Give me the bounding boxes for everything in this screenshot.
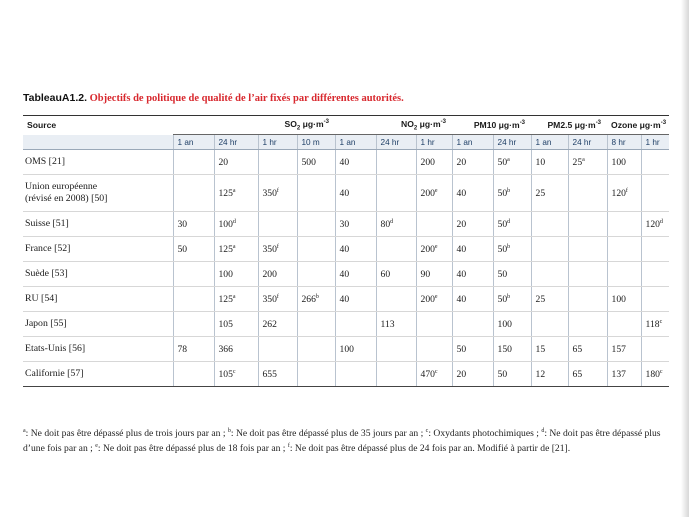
table-cell xyxy=(641,237,669,262)
table-cell xyxy=(214,312,258,337)
table-cell xyxy=(531,312,568,337)
cell-footnote-mark: c xyxy=(659,368,663,375)
table-cell xyxy=(335,312,376,337)
table-cell xyxy=(641,287,669,312)
footnote-mark: e xyxy=(95,442,98,449)
table-cell xyxy=(607,237,641,262)
cell-value: 30 xyxy=(339,218,350,230)
table-cell xyxy=(531,362,568,387)
cell-value: 50 xyxy=(177,243,188,255)
row-source-line: (révisé en 2008) [50] xyxy=(25,193,108,204)
table-cell xyxy=(297,237,335,262)
ozone-header: Ozone $\mu g\cdot m^{-3}$ xyxy=(607,116,669,135)
cell-value: 118 xyxy=(645,318,660,330)
table-cell xyxy=(376,362,416,387)
so2-header: $SO_2$ $\mu g\cdot m^{-3}$ xyxy=(173,116,335,135)
table-cell xyxy=(376,312,416,337)
table-cell xyxy=(493,212,531,237)
cell-value: 40 xyxy=(339,243,350,255)
pm10-24hr-header: 24 hr xyxy=(493,135,531,150)
table-cell xyxy=(568,150,607,175)
table-cell xyxy=(568,312,607,337)
cell-footnote-mark: f xyxy=(276,187,279,194)
cell-value: 655 xyxy=(262,368,277,380)
cell-value: 65 xyxy=(572,343,583,355)
table-cell xyxy=(173,287,214,312)
table-cell xyxy=(416,175,452,212)
table-cell xyxy=(641,212,669,237)
cell-value: 65 xyxy=(572,368,583,380)
table-cell xyxy=(416,150,452,175)
cell-value: 25 xyxy=(572,156,583,168)
table-cell xyxy=(493,150,531,175)
row-source xyxy=(23,237,173,262)
table-cell xyxy=(607,175,641,212)
table-cell xyxy=(641,175,669,212)
table-cell xyxy=(416,337,452,362)
cell-value: 40 xyxy=(339,156,350,168)
period-header-blank xyxy=(23,135,173,150)
table-row xyxy=(23,337,669,362)
table-cell xyxy=(493,337,531,362)
row-source-line: France [52] xyxy=(25,243,71,254)
cell-footnote-mark: e xyxy=(434,187,438,194)
so2-1hr-header: 1 hr xyxy=(258,135,297,150)
cell-value: 100 xyxy=(497,318,512,330)
table-cell xyxy=(452,262,493,287)
table-cell xyxy=(416,312,452,337)
cell-value: 200 xyxy=(420,293,435,305)
table-cell xyxy=(607,337,641,362)
table-cell xyxy=(452,312,493,337)
table-cell xyxy=(258,362,297,387)
cell-footnote-mark: a xyxy=(232,293,236,300)
cell-value: 500 xyxy=(301,156,316,168)
cell-value: 15 xyxy=(535,343,546,355)
table-cell xyxy=(641,262,669,287)
table-cell xyxy=(335,150,376,175)
caption-text: Objectifs de politique de qualité de l’air fixés par différentes autorités. xyxy=(89,93,404,104)
table-cell xyxy=(297,362,335,387)
cell-value: 200 xyxy=(420,156,435,168)
table-cell xyxy=(173,337,214,362)
cell-value: 200 xyxy=(420,187,435,199)
cell-value: 25 xyxy=(535,293,546,305)
cell-value: 20 xyxy=(218,156,229,168)
cell-value: 90 xyxy=(420,268,431,280)
table-cell xyxy=(297,312,335,337)
cell-value: 262 xyxy=(262,318,277,330)
table-cell xyxy=(416,262,452,287)
cell-value: 40 xyxy=(456,268,467,280)
cell-footnote-mark: d xyxy=(659,218,663,225)
cell-footnote-mark: a xyxy=(582,156,585,163)
cell-footnote-mark: b xyxy=(507,187,511,194)
cell-value: 266 xyxy=(301,293,316,305)
table-cell xyxy=(607,262,641,287)
cell-footnote-mark: b xyxy=(507,293,511,300)
table-cell xyxy=(607,212,641,237)
table-cell xyxy=(335,287,376,312)
cell-value: 60 xyxy=(380,268,391,280)
footnote-text: : Ne doit pas être dépassé plus de 18 fois par an ; xyxy=(97,443,288,454)
table-row xyxy=(23,175,669,212)
footnote-mark: d xyxy=(541,427,545,434)
table-cell xyxy=(493,175,531,212)
pm10-1an-header: 1 an xyxy=(452,135,493,150)
cell-value: 20 xyxy=(456,368,467,380)
table-row xyxy=(23,362,669,387)
cell-value: 40 xyxy=(456,187,467,199)
table-cell xyxy=(641,362,669,387)
cell-value: 50 xyxy=(456,343,467,355)
table-row xyxy=(23,150,669,175)
table-cell xyxy=(214,362,258,387)
table-cell xyxy=(452,362,493,387)
cell-footnote-mark: d xyxy=(390,218,394,225)
cell-value: 100 xyxy=(611,293,626,305)
cell-footnote-mark: b xyxy=(507,243,511,250)
cell-value: 30 xyxy=(177,218,188,230)
table-cell xyxy=(335,237,376,262)
table-cell xyxy=(531,150,568,175)
table-cell xyxy=(493,362,531,387)
so2-24hr-header: 24 hr xyxy=(214,135,258,150)
row-source xyxy=(23,337,173,362)
group-header-row xyxy=(23,116,669,135)
cell-footnote-mark: f xyxy=(276,293,279,300)
table-row xyxy=(23,312,669,337)
pm25-1an-header: 1 an xyxy=(531,135,568,150)
page-edge-shadow xyxy=(681,0,689,517)
cell-value: 10 xyxy=(535,156,546,168)
cell-footnote-mark: a xyxy=(232,243,236,250)
table-cell xyxy=(416,237,452,262)
footnote-text: : Ne doit pas être dépassé plus d’une fois par an ; xyxy=(23,428,661,454)
footnotes xyxy=(23,426,663,456)
cell-value: 40 xyxy=(456,293,467,305)
table-cell xyxy=(297,150,335,175)
pm10-header: PM10 $\mu g\cdot m^{-3}$ xyxy=(452,116,531,135)
cell-value: 40 xyxy=(456,243,467,255)
cell-value: 180 xyxy=(645,368,660,380)
table-cell xyxy=(568,287,607,312)
footnote-mark: b xyxy=(227,427,231,434)
table-cell xyxy=(493,237,531,262)
table-cell xyxy=(258,212,297,237)
table-cell xyxy=(568,337,607,362)
row-source-line: Californie [57] xyxy=(25,368,84,379)
footnote-mark: f xyxy=(287,442,290,449)
no2-1hr-header: 1 hr xyxy=(416,135,452,150)
cell-value: 366 xyxy=(218,343,233,355)
table-cell xyxy=(173,150,214,175)
table-cell xyxy=(297,262,335,287)
cell-value: 120 xyxy=(611,187,626,199)
footnote-text: : Ne doit pas être dépassé plus de 35 jours par an ; xyxy=(230,428,426,439)
cell-value: 137 xyxy=(611,368,626,380)
cell-value: 25 xyxy=(535,187,546,199)
table-cell xyxy=(607,287,641,312)
cell-value: 157 xyxy=(611,343,626,355)
row-source-line: RU [54] xyxy=(25,293,58,304)
table-cell xyxy=(214,212,258,237)
table-cell xyxy=(376,237,416,262)
air-quality-table xyxy=(23,115,669,387)
footnote-mark: c xyxy=(425,427,429,434)
table-cell xyxy=(531,287,568,312)
period-header-row xyxy=(23,135,669,150)
table-cell xyxy=(531,237,568,262)
row-source-line: Union européenne xyxy=(25,181,98,192)
cell-value: 50 xyxy=(497,156,508,168)
table-cell xyxy=(258,262,297,287)
table-cell xyxy=(376,175,416,212)
cell-value: 50 xyxy=(497,187,508,199)
cell-value: 50 xyxy=(497,293,508,305)
table-cell xyxy=(297,212,335,237)
table-cell xyxy=(258,312,297,337)
table-cell xyxy=(376,287,416,312)
table-cell xyxy=(493,287,531,312)
pm25-header: PM2.5 $\mu g\cdot m^{-3}$ xyxy=(531,116,607,135)
table-cell xyxy=(452,287,493,312)
table-cell xyxy=(297,175,335,212)
no2-header: $NO_2$ $\mu g\cdot m^{-3}$ xyxy=(335,116,452,135)
cell-value: 200 xyxy=(420,243,435,255)
row-source xyxy=(23,287,173,312)
cell-value: 350 xyxy=(262,243,277,255)
cell-footnote-mark: c xyxy=(434,368,438,375)
table-cell xyxy=(416,362,452,387)
table-cell xyxy=(531,212,568,237)
table-row xyxy=(23,237,669,262)
cell-footnote-mark: a xyxy=(232,187,236,194)
table-cell xyxy=(376,212,416,237)
table-cell xyxy=(568,212,607,237)
cell-value: 20 xyxy=(456,156,467,168)
cell-value: 12 xyxy=(535,368,546,380)
table-cell xyxy=(173,262,214,287)
pm25-24hr-header: 24 hr xyxy=(568,135,607,150)
caption-label: TableauA1.2. xyxy=(23,92,87,104)
table-cell xyxy=(173,312,214,337)
row-source-line: Suisse [51] xyxy=(25,218,69,229)
cell-value: 100 xyxy=(218,218,233,230)
cell-footnote-mark: f xyxy=(625,187,628,194)
so2-10m-header: 10 m xyxy=(297,135,335,150)
table-cell xyxy=(376,150,416,175)
no2-1an-header: 1 an xyxy=(335,135,376,150)
table-cell xyxy=(607,362,641,387)
cell-value: 80 xyxy=(380,218,391,230)
table-cell xyxy=(568,175,607,212)
table-cell xyxy=(531,175,568,212)
table-cell xyxy=(214,175,258,212)
cell-value: 50 xyxy=(497,218,508,230)
table-caption xyxy=(23,92,404,104)
row-source-line: Suède [53] xyxy=(25,268,68,279)
table-cell xyxy=(452,175,493,212)
footnote-text: : Ne doit pas être dépassé plus de 24 fois par an. Modifié à partir de [21]. xyxy=(289,443,571,454)
table-cell xyxy=(297,287,335,312)
row-source xyxy=(23,212,173,237)
cell-value: 120 xyxy=(645,218,660,230)
cell-value: 20 xyxy=(456,218,467,230)
table-cell xyxy=(335,262,376,287)
table-cell xyxy=(493,262,531,287)
cell-value: 50 xyxy=(497,243,508,255)
table-cell xyxy=(568,262,607,287)
row-source xyxy=(23,175,173,212)
table-body xyxy=(23,150,669,387)
table-cell xyxy=(335,175,376,212)
table-cell xyxy=(297,337,335,362)
cell-value: 125 xyxy=(218,187,233,199)
table-cell xyxy=(258,337,297,362)
table-row xyxy=(23,212,669,237)
table-cell xyxy=(452,237,493,262)
table-cell xyxy=(258,287,297,312)
cell-value: 78 xyxy=(177,343,188,355)
table-cell xyxy=(173,237,214,262)
cell-value: 50 xyxy=(497,268,508,280)
cell-value: 100 xyxy=(218,268,233,280)
cell-value: 470 xyxy=(420,368,435,380)
cell-value: 150 xyxy=(497,343,512,355)
cell-value: 200 xyxy=(262,268,277,280)
table-cell xyxy=(335,212,376,237)
row-source xyxy=(23,312,173,337)
cell-value: 105 xyxy=(218,318,233,330)
ozone-1hr-header: 1 hr xyxy=(641,135,669,150)
table-row xyxy=(23,287,669,312)
table-cell xyxy=(258,237,297,262)
table-cell xyxy=(531,337,568,362)
cell-footnote-mark: d xyxy=(232,218,236,225)
table-row xyxy=(23,262,669,287)
table-cell xyxy=(214,287,258,312)
cell-footnote-mark: e xyxy=(434,243,438,250)
table-cell xyxy=(335,362,376,387)
table-cell xyxy=(641,150,669,175)
table-cell xyxy=(531,262,568,287)
table-cell xyxy=(568,362,607,387)
cell-footnote-mark: f xyxy=(276,243,279,250)
cell-value: 50 xyxy=(497,368,508,380)
cell-value: 350 xyxy=(262,187,277,199)
table-cell xyxy=(641,312,669,337)
row-source-line: Japon [55] xyxy=(25,318,67,329)
source-header: Source xyxy=(23,116,173,135)
table-cell xyxy=(258,175,297,212)
table-cell xyxy=(214,237,258,262)
cell-footnote-mark: c xyxy=(659,318,663,325)
cell-value: 125 xyxy=(218,243,233,255)
footnote-text: : Ne doit pas être dépassé plus de trois jours par an ; xyxy=(25,428,228,439)
table-cell xyxy=(173,175,214,212)
table-cell xyxy=(376,337,416,362)
table-cell xyxy=(416,212,452,237)
table-cell xyxy=(258,150,297,175)
cell-value: 105 xyxy=(218,368,233,380)
table-cell xyxy=(607,150,641,175)
no2-24hr-header: 24 hr xyxy=(376,135,416,150)
row-source-line: OMS [21] xyxy=(25,156,66,167)
table-cell xyxy=(173,362,214,387)
row-source-line: Etats-Unis [56] xyxy=(25,343,86,354)
cell-value: 40 xyxy=(339,268,350,280)
table-cell xyxy=(214,262,258,287)
row-source xyxy=(23,262,173,287)
table-cell xyxy=(214,150,258,175)
cell-footnote-mark: b xyxy=(315,293,319,300)
table-cell xyxy=(452,337,493,362)
table-cell xyxy=(335,337,376,362)
table-cell xyxy=(452,150,493,175)
table-cell xyxy=(641,337,669,362)
table-cell xyxy=(173,212,214,237)
table-cell xyxy=(493,312,531,337)
cell-value: 100 xyxy=(339,343,354,355)
cell-value: 100 xyxy=(611,156,626,168)
cell-footnote-mark: c xyxy=(232,368,236,375)
cell-value: 113 xyxy=(380,318,395,330)
table-cell xyxy=(452,212,493,237)
table-cell xyxy=(214,337,258,362)
table-cell xyxy=(376,262,416,287)
ozone-8hr-header: 8 hr xyxy=(607,135,641,150)
cell-value: 40 xyxy=(339,187,350,199)
footnote-text: : Oxydants photochimiques ; xyxy=(428,428,542,439)
table-cell xyxy=(607,312,641,337)
row-source xyxy=(23,150,173,175)
cell-footnote-mark: e xyxy=(434,293,438,300)
cell-value: 125 xyxy=(218,293,233,305)
footnote-mark: a xyxy=(23,427,26,434)
row-source xyxy=(23,362,173,387)
cell-footnote-mark: a xyxy=(507,156,510,163)
table-cell xyxy=(568,237,607,262)
so2-1an-header: 1 an xyxy=(173,135,214,150)
table-cell xyxy=(416,287,452,312)
cell-footnote-mark: d xyxy=(507,218,511,225)
cell-value: 40 xyxy=(339,293,350,305)
cell-value: 350 xyxy=(262,293,277,305)
